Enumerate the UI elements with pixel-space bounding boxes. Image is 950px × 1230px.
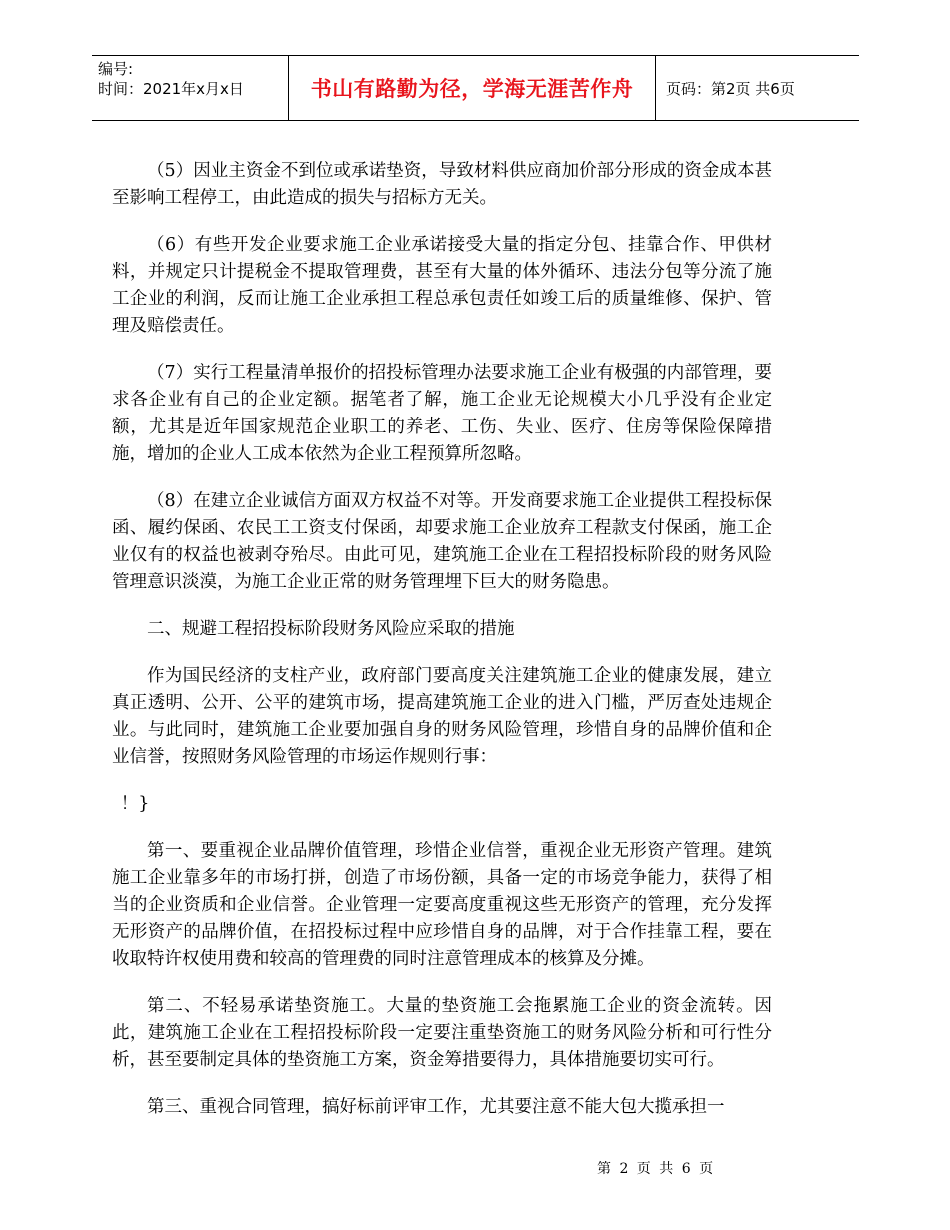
header-page-info: 页码：第2页 共6页 [666,79,795,98]
header-meta [92,56,288,120]
paragraph-first: 第一、要重视企业品牌价值管理，珍惜企业信誉，重视企业无形资产管理。建筑施工企业靠多年的市场打拼，创造了市场份额，具备一定的市场竞争能力，获得了相当的企业资质和企业信誉。企业管理一定要高度重视这些无形资产的管理，充分发挥无形资产的品牌价值，在招投标过程中应珍惜自身的品牌，对于合作挂靠工程，要在收取特许权使用费和较高的管理费的同时注意管理成本的核算及分摊。 [112,841,772,969]
page-header [92,55,859,121]
paragraph-second: 第二、不轻易承诺垫资施工。大量的垫资施工会拖累施工企业的资金流转。因此，建筑施工企业在工程招投标阶段一定要注重垫资施工的财务风险分析和可行性分析，甚至要制定具体的垫资施工方案，资金筹措要得力，具体措施要切实可行。 [112,996,772,1070]
header-motto: 书山有路勤为径，学海无涯苦作舟 [288,56,656,120]
paragraph-item-5: （5）因业主资金不到位或承诺垫资，导致材料供应商加价部分形成的资金成本甚至影响工程停工，由此造成的损失与招标方无关。 [112,161,772,208]
document-time-label: 时间：2021年x月x日 [98,80,244,98]
page-footer: 第 2 页 共 6 页 [597,1161,716,1177]
section-heading: 二、规避工程招投标阶段财务风险应采取的措施 [147,619,515,639]
stray-marks: ！} [120,794,150,814]
document-body [112,158,772,1141]
paragraph-item-6: （6）有些开发企业要求施工企业承诺接受大量的指定分包、挂靠合作、甲供材料，并规定只计提税金不提取管理费，甚至有大量的体外循环、违法分包等分流了施工企业的利润，反而让施工企业承担工程总承包责任如竣工后的质量维修、保护、管理及赔偿责任。 [112,235,772,336]
paragraph-item-8: （8）在建立企业诚信方面双方权益不对等。开发商要求施工企业提供工程投标保函、履约保函、农民工工资支付保函，却要求施工企业放弃工程款支付保函，施工企业仅有的权益也被剥夺殆尽。由此可见，建筑施工企业在工程招投标阶段的财务风险管理意识淡漠，为施工企业正常的财务管理埋下巨大的财务隐患。 [112,491,772,592]
document-number-label: 编号: [98,60,134,78]
paragraph-third: 第三、重视合同管理，搞好标前评审工作，尤其要注意不能大包大揽承担一 [147,1097,725,1117]
paragraph-item-7: （7）实行工程量清单报价的招投标管理办法要求施工企业有极强的内部管理，要求各企业有自己的企业定额。据笔者了解，施工企业无论规模大小几乎没有企业定额，尤其是近年国家规范企业职工的养老、工伤、失业、医疗、住房等保险保障措施，增加的企业人工成本依然为企业工程预算所忽略。 [112,363,772,464]
paragraph-intro: 作为国民经济的支柱产业，政府部门要高度关注建筑施工企业的健康发展，建立真正透明、公开、公平的建筑市场，提高建筑施工企业的进入门槛，严厉查处违规企业。与此同时，建筑施工企业要加强自身的财务风险管理，珍惜自身的品牌价值和企业信誉，按照财务风险管理的市场运作规则行事： [112,666,772,767]
